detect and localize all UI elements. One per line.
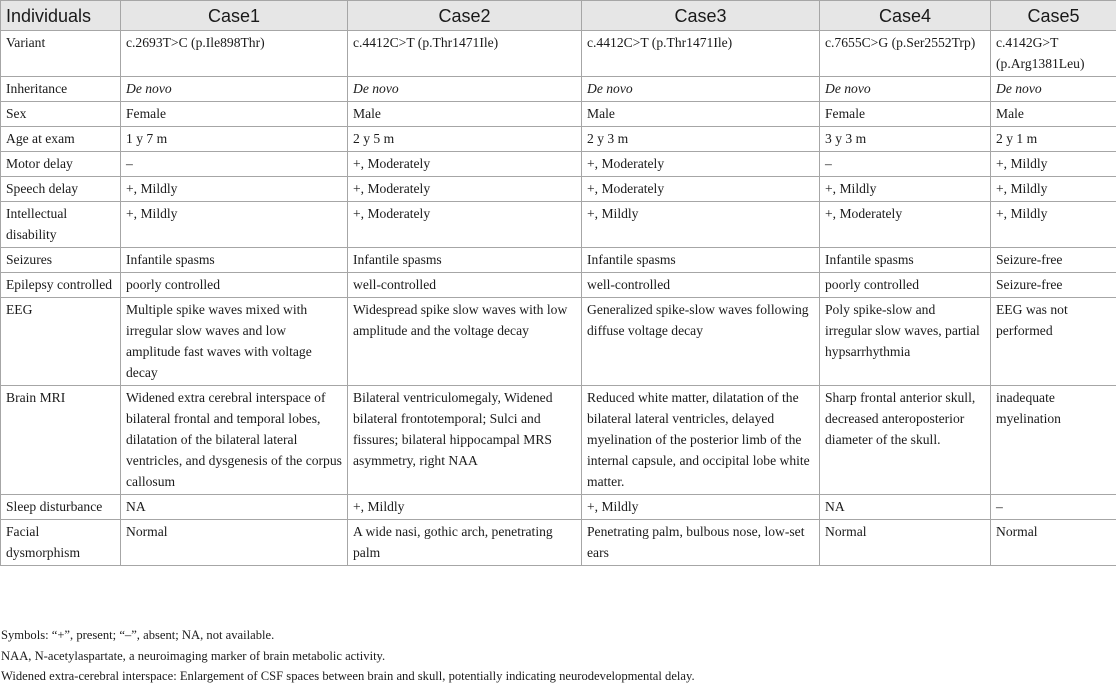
table-row	[1, 386, 1116, 495]
table-row	[1, 248, 1116, 273]
header-individuals: Individuals	[1, 1, 121, 31]
table-cell: A wide nasi, gothic arch, penetrating palm	[348, 520, 582, 566]
table-cell: Seizure-free	[991, 273, 1116, 298]
footnote-naa: NAA, N-acetylaspartate, a neuroimaging marker of brain metabolic activity.	[1, 648, 386, 663]
table-cell: poorly controlled	[820, 273, 991, 298]
row-label: Motor delay	[1, 152, 121, 177]
table-cell: c.7655C>G (p.Ser2552Trp)	[820, 31, 991, 77]
table-row	[1, 520, 1116, 566]
table-row	[1, 273, 1116, 298]
table-cell: Infantile spasms	[820, 248, 991, 273]
table-cell: NA	[820, 495, 991, 520]
table-cell: +, Mildly	[820, 177, 991, 202]
table-cell: +, Mildly	[991, 152, 1116, 177]
table-cell: well-controlled	[582, 273, 820, 298]
table-cell: well-controlled	[348, 273, 582, 298]
table-row	[1, 202, 1116, 248]
table-cell: +, Moderately	[348, 202, 582, 248]
row-label: Sleep disturbance	[1, 495, 121, 520]
row-label: Intellectual disability	[1, 202, 121, 248]
table-cell: Multiple spike waves mixed with irregular slow waves and low amplitude fast waves with voltage decay	[121, 298, 348, 386]
row-label: Facial dysmorphism	[1, 520, 121, 566]
table-row	[1, 495, 1116, 520]
header-case4: Case4	[820, 1, 991, 31]
table-row	[1, 31, 1116, 77]
table-cell: De novo	[820, 77, 991, 102]
table-cell: Widened extra cerebral interspace of bilateral frontal and temporal lobes, dilatation of the bilateral lateral ventricles, and dysgenesis of the corpus callosum	[121, 386, 348, 495]
table-cell: c.4412C>T (p.Thr1471Ile)	[348, 31, 582, 77]
header-case2: Case2	[348, 1, 582, 31]
row-label: Age at exam	[1, 127, 121, 152]
footnote-interspace: Widened extra-cerebral interspace: Enlargement of CSF spaces between brain and skull, potentially indicating neurodevelopmental delay.	[1, 669, 695, 683]
table-cell: Male	[991, 102, 1116, 127]
table-cell: –	[820, 152, 991, 177]
table-cell: +, Moderately	[348, 152, 582, 177]
table-cell: +, Mildly	[582, 202, 820, 248]
table-cell: +, Mildly	[348, 495, 582, 520]
table-cell: +, Moderately	[348, 177, 582, 202]
table-cell: Reduced white matter, dilatation of the bilateral lateral ventricles, delayed myelination of the posterior limb of the internal capsule, and occipital lobe white matter.	[582, 386, 820, 495]
row-label: Speech delay	[1, 177, 121, 202]
table-cell: –	[991, 495, 1116, 520]
header-case5: Case5	[991, 1, 1116, 31]
footnote-symbols: Symbols: “+”, present; “–”, absent; NA, not available.	[1, 628, 275, 642]
table-cell: +, Mildly	[582, 495, 820, 520]
table-cell: Infantile spasms	[582, 248, 820, 273]
table-cell: 2 y 3 m	[582, 127, 820, 152]
table-cell: +, Moderately	[820, 202, 991, 248]
table-cell: De novo	[582, 77, 820, 102]
row-label: Sex	[1, 102, 121, 127]
table-row	[1, 177, 1116, 202]
table-cell: c.4412C>T (p.Thr1471Ile)	[582, 31, 820, 77]
table-cell: +, Mildly	[991, 202, 1116, 248]
table-cell: Female	[121, 102, 348, 127]
table-cell: poorly controlled	[121, 273, 348, 298]
table-row	[1, 77, 1116, 102]
table-cell: +, Mildly	[121, 202, 348, 248]
row-label: Epilepsy controlled	[1, 273, 121, 298]
table-cell: Widespread spike slow waves with low amplitude and the voltage decay	[348, 298, 582, 386]
table-cell: De novo	[121, 77, 348, 102]
header-row	[1, 1, 1116, 31]
table-cell: +, Moderately	[582, 152, 820, 177]
table-cell: Penetrating palm, bulbous nose, low-set ears	[582, 520, 820, 566]
row-label: EEG	[1, 298, 121, 386]
table-cell: 2 y 1 m	[991, 127, 1116, 152]
header-case3: Case3	[582, 1, 820, 31]
table-cell: Male	[582, 102, 820, 127]
table-cell: Seizure-free	[991, 248, 1116, 273]
table-row	[1, 152, 1116, 177]
table-cell: Normal	[820, 520, 991, 566]
table-cell: Normal	[991, 520, 1116, 566]
table-cell: c.4142G>T (p.Arg1381Leu)	[991, 31, 1116, 77]
table-cell: Male	[348, 102, 582, 127]
table-cell: Sharp frontal anterior skull, decreased anteroposterior diameter of the skull.	[820, 386, 991, 495]
table-cell: Infantile spasms	[348, 248, 582, 273]
row-label: Variant	[1, 31, 121, 77]
table-cell: EEG was not performed	[991, 298, 1116, 386]
table-cell: Female	[820, 102, 991, 127]
table-cell: Normal	[121, 520, 348, 566]
table-cell: De novo	[348, 77, 582, 102]
table-cell: +, Mildly	[991, 177, 1116, 202]
table-footnotes	[0, 625, 1116, 687]
table-cell: –	[121, 152, 348, 177]
table-cell: +, Moderately	[582, 177, 820, 202]
table-cell: De novo	[991, 77, 1116, 102]
row-label: Seizures	[1, 248, 121, 273]
table-cell: NA	[121, 495, 348, 520]
table-row	[1, 102, 1116, 127]
table-row	[1, 298, 1116, 386]
table-cell: Generalized spike-slow waves following diffuse voltage decay	[582, 298, 820, 386]
table-cell: 1 y 7 m	[121, 127, 348, 152]
table-cell: 3 y 3 m	[820, 127, 991, 152]
table-cell: Poly spike-slow and irregular slow waves, partial hypsarrhythmia	[820, 298, 991, 386]
table-cell: Infantile spasms	[121, 248, 348, 273]
table-cell: c.2693T>C (p.Ile898Thr)	[121, 31, 348, 77]
table-cell: +, Mildly	[121, 177, 348, 202]
row-label: Inheritance	[1, 77, 121, 102]
table-cell: 2 y 5 m	[348, 127, 582, 152]
table-cell: Bilateral ventriculomegaly, Widened bilateral frontotemporal; Sulci and fissures; bilateral hippocampal MRS asymmetry, right NAA	[348, 386, 582, 495]
header-case1: Case1	[121, 1, 348, 31]
row-label: Brain MRI	[1, 386, 121, 495]
table-row	[1, 127, 1116, 152]
table-cell: inadequate myelination	[991, 386, 1116, 495]
